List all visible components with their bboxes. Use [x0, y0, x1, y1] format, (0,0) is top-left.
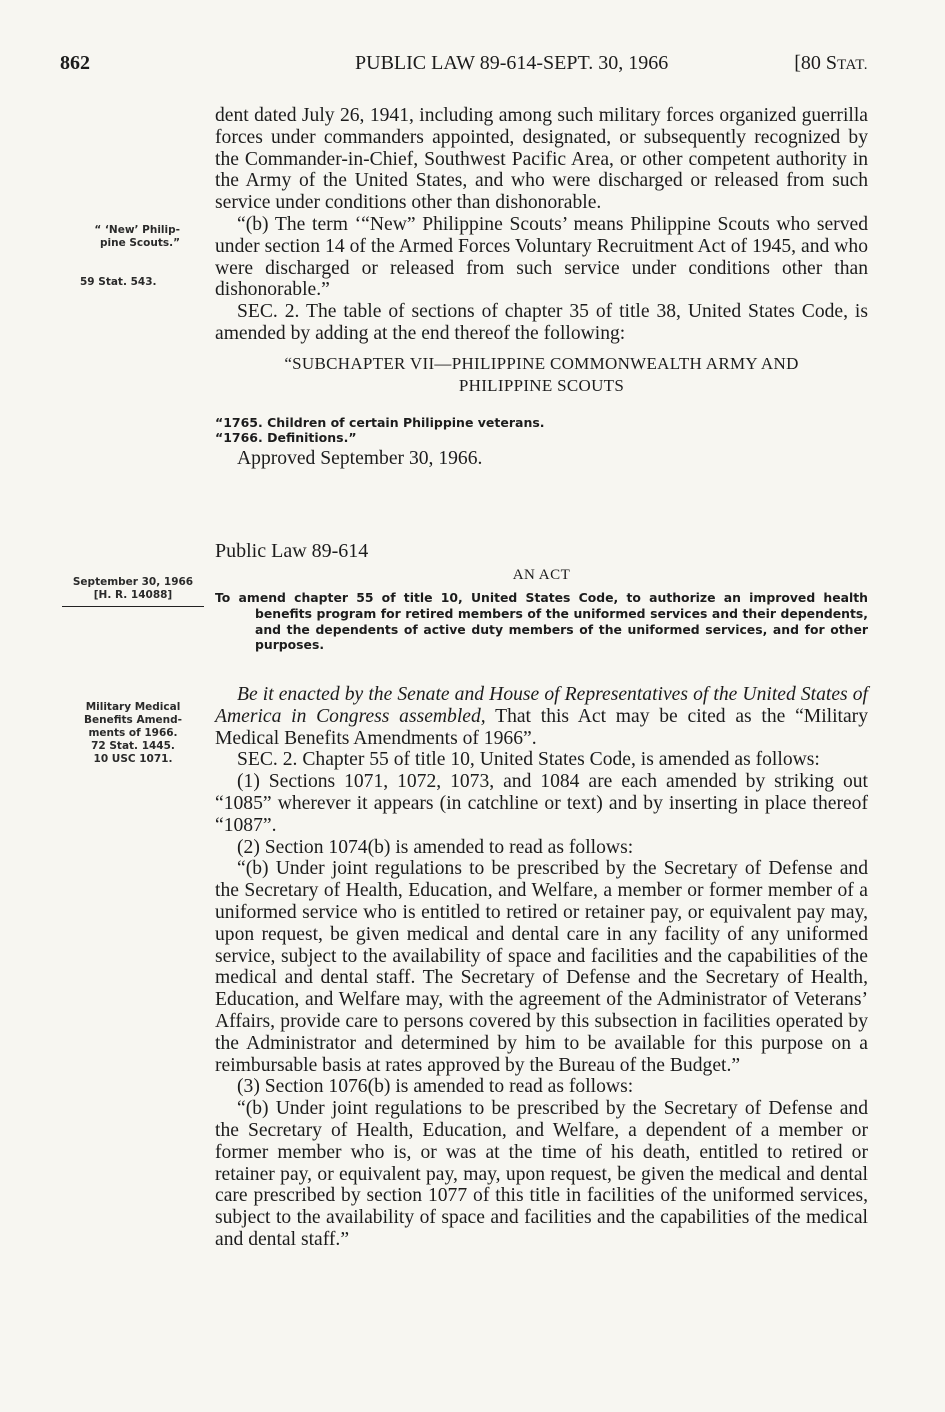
prior-law-text	[215, 105, 868, 470]
margin-note-date: September 30, 1966 [H. R. 14088]	[72, 576, 194, 601]
item-1: (1) Sections 1071, 1072, 1073, and 1084 are each amended by striking out “1085” wherever it appears (in catchline or text) and by inserting in place thereof “1087”.	[215, 771, 868, 836]
margin-rule	[62, 606, 204, 607]
margin-note-military-medical: Military Medical Benefits Amend- ments of 1966. 72 Stat. 1445. 10 USC 1071.	[84, 701, 182, 765]
an-act-label: AN ACT	[512, 567, 571, 583]
sec2-amend: SEC. 2. Chapter 55 of title 10, United States Code, is amended as follows:	[237, 749, 820, 771]
running-head: PUBLIC LAW 89-614-SEPT. 30, 1966	[355, 52, 669, 74]
margin-note-stat-543: 59 Stat. 543.	[80, 276, 157, 288]
item-2-text: “(b) Under joint regulations to be prescribed by the Secretary of Defense and the Secretary of Health, Education, and Welfare, a member or former member of a uniformed service who is entitled to retired or retainer pay, or equivalent pay may, upon request, be given medical and dental care in any facility of any uniformed service, subject to the availability of space and facilities and the capabilities of the medical and dental staff. The Secretary of Defense and the Secretary of Health, Education, and Welfare may, with the agreement of the Administrator of Veterans’ Affairs, provide care to persons covered by this subsection in facilities operated by the Administrator and determined by him to be available for this purpose on a reimbursable basis at rates approved by the Bureau of the Budget.”	[215, 858, 868, 1076]
page-header	[60, 52, 868, 80]
item-2: (2) Section 1074(b) is amended to read as follows:	[237, 836, 634, 858]
item-3: (3) Section 1076(b) is amended to read as follows:	[237, 1076, 634, 1098]
new-law-text	[215, 684, 868, 1251]
page-number: 862	[60, 52, 90, 74]
approved-line: Approved September 30, 1966.	[237, 447, 483, 469]
volume-reference: [80 STAT.	[794, 52, 868, 74]
margin-note-new-scouts: “ ‘New’ Philip- pine Scouts.”	[94, 224, 180, 249]
sec2-paragraph: SEC. 2. The table of sections of chapter 35 of title 38, United States Code, is amended by adding at the end thereof the following:	[215, 301, 868, 344]
item-3-text: “(b) Under joint regulations to be prescribed by the Secretary of Defense and the Secretary of Health, Education, and Welfare, a dependent of a member or former member who is, or was at the time of his death, entitled to retired or retainer pay, or equivalent pay, may, upon request, be given the medical and dental care prescribed by section 1077 of this title in facilities of the uniformed services, subject to the availability of space and facilities and the capabilities of the medical and dental staff.”	[215, 1098, 868, 1250]
continuation-paragraph: dent dated July 26, 1941, including among such military forces organized guerrilla forces under commanders appointed, designated, or subsequently recognized by the Commander-in-Chief, Southwest Pacific Area, or other competent authority in the Army of the United States, and who were discharged or released from such service under conditions other than dishonorable.	[215, 105, 868, 214]
public-law-heading	[215, 540, 868, 653]
public-law-title: Public Law 89-614	[215, 540, 369, 562]
subchapter-heading: “SUBCHAPTER VII—PHILIPPINE COMMONWEALTH ARMY AND PHILIPPINE SCOUTS	[284, 353, 799, 395]
subsection-b-paragraph: “(b) The term ‘“New” Philippine Scouts’ means Philippine Scouts who served under section 14 of the Armed Forces Voluntary Recruitment Act of 1945, and who were discharged or released from such service under conditions other than dishonorable.”	[215, 213, 868, 301]
enacting-clause: Be it enacted by the Senate and House of Representatives of the United States of America in Congress assembled, That this Act may be cited as the “Military Medical Benefits Amendments of 1966”.	[215, 684, 868, 749]
section-list: “1765. Children of certain Philippine veterans. “1766. Definitions.”	[215, 414, 545, 446]
act-summary: To amend chapter 55 of title 10, United States Code, to authorize an improved health benefits program for retired members of the uniformed services and their dependents, and the dependents of active duty members of the uniformed services, and for other purposes.	[215, 590, 868, 653]
